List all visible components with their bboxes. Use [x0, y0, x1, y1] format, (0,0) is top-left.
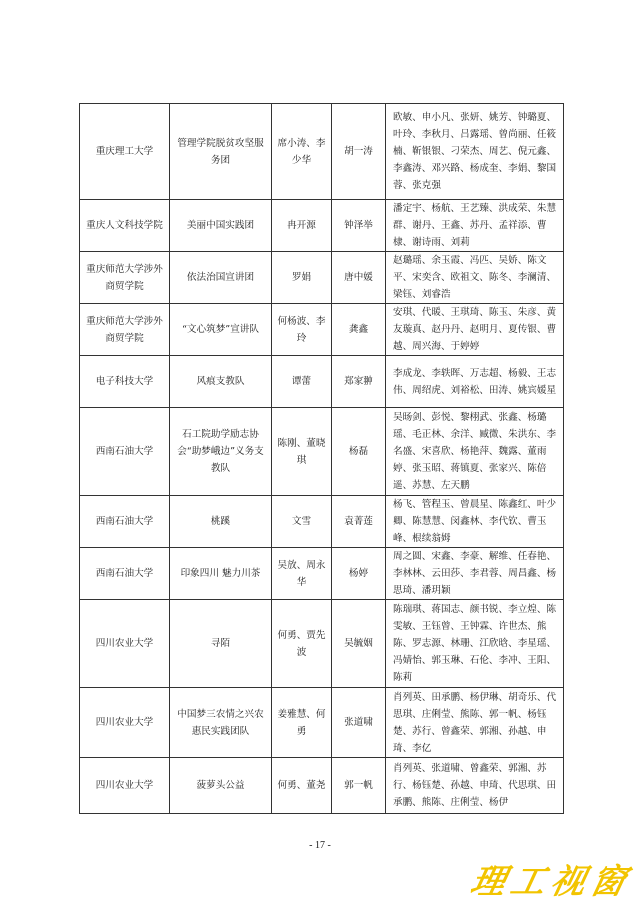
school-cell: 西南石油大学 — [80, 496, 170, 548]
table-row — [80, 600, 564, 688]
leader-cell: 郭一帆 — [332, 758, 386, 814]
volunteer-team-table — [79, 103, 564, 814]
leader-cell: 唐中媛 — [332, 252, 386, 304]
members-cell: 赵璐瑶、余玉霞、冯匹、吴娇、陈文平、宋奕含、欧祖文、陈冬、李澜清、梁钰、刘睿浩 — [386, 252, 564, 304]
table-row — [80, 356, 564, 408]
leader-cell: 郑家翀 — [332, 356, 386, 408]
members-cell: 安琪、代暖、王琪琦、陈玉、朱彦、黄友璇真、赵丹丹、赵明月、夏传银、曹越、周兴海、于婷婷 — [386, 304, 564, 356]
advisor-cell: 陈刚、董晓琪 — [272, 408, 332, 496]
team-cell: “文心筑梦”宣讲队 — [170, 304, 272, 356]
team-cell: 管理学院脱贫攻坚服务团 — [170, 104, 272, 200]
advisor-cell: 席小涛、李少华 — [272, 104, 332, 200]
school-cell: 重庆师范大学涉外商贸学院 — [80, 252, 170, 304]
leader-cell: 胡一涛 — [332, 104, 386, 200]
team-cell: 石工院助学励志协会“助梦峨边”义务支教队 — [170, 408, 272, 496]
team-cell: 中国梦三农情之兴农惠民实践团队 — [170, 688, 272, 758]
leader-cell: 龚鑫 — [332, 304, 386, 356]
school-cell: 四川农业大学 — [80, 600, 170, 688]
team-cell: 印象四川 魅力川茶 — [170, 548, 272, 600]
members-cell: 肖列英、田承鹏、杨伊琳、胡奇乐、代思琪、庄俐莹、熊陈、郭一帆、杨钰楚、苏行、曾鑫荣、郭湘、孙越、申琦、李亿 — [386, 688, 564, 758]
advisor-cell: 何杨波、李玲 — [272, 304, 332, 356]
members-cell: 吴旸剑、彭悦、黎栩武、张鑫、杨璐瑶、毛正林、余洋、臧微、朱洪东、李名盛、宋喜欣、杨艳萍、魏露、董雨婷、张玉昭、蒋镇夏、张家兴、陈倍遥、苏慧、左天鹏 — [386, 408, 564, 496]
advisor-cell: 罗娟 — [272, 252, 332, 304]
table-row — [80, 758, 564, 814]
watermark-logo: 理工视窗 — [467, 862, 636, 902]
members-cell: 杨飞、管程玉、曾晨星、陈鑫红、叶少卿、陈慧慧、闵鑫林、李代钦、曹玉峰、根续翁姆 — [386, 496, 564, 548]
school-cell: 四川农业大学 — [80, 688, 170, 758]
school-cell: 重庆人文科技学院 — [80, 200, 170, 252]
team-cell: 美丽中国实践团 — [170, 200, 272, 252]
members-cell: 陈瑞琪、蒋国志、颜书锐、李立煌、陈雯敏、王钰曾、王钟霖、许世杰、熊陈、罗志源、林珊、江欣晗、李星瑶、冯婧怡、郭玉琳、石伦、李冲、王阳、陈莉 — [386, 600, 564, 688]
table-row — [80, 688, 564, 758]
advisor-cell: 谭蕾 — [272, 356, 332, 408]
leader-cell: 杨磊 — [332, 408, 386, 496]
leader-cell: 钟泽举 — [332, 200, 386, 252]
members-cell: 周之圆、宋鑫、李豪、解维、任春艳、李林林、云田莎、李君蓉、周昌鑫、杨思琦、潘玥颖 — [386, 548, 564, 600]
members-cell: 肖列英、张道啸、曾鑫荣、郭湘、苏行、杨钰楚、孙越、申琦、代思琪、田承鹏、熊陈、庄俐莹、杨伊 — [386, 758, 564, 814]
table-row — [80, 408, 564, 496]
school-cell: 重庆师范大学涉外商贸学院 — [80, 304, 170, 356]
school-cell: 西南石油大学 — [80, 548, 170, 600]
table-row — [80, 252, 564, 304]
team-cell: 寻陌 — [170, 600, 272, 688]
advisor-cell: 姜雅慧、何勇 — [272, 688, 332, 758]
leader-cell: 袁菁莲 — [332, 496, 386, 548]
advisor-cell: 何勇、董尧 — [272, 758, 332, 814]
table-row — [80, 548, 564, 600]
team-cell: 桃蹊 — [170, 496, 272, 548]
members-cell: 欧敏、申小凡、张妍、姚芳、钟璐夏、叶玲、李秋月、吕露瑶、曾尚丽、任筱楠、靳银银、刁荣杰、周艺、倪元鑫、李鑫涛、邓兴路、杨成奎、李娟、黎国蓉、张克强 — [386, 104, 564, 200]
team-cell: 依法治国宣讲团 — [170, 252, 272, 304]
school-cell: 重庆理工大学 — [80, 104, 170, 200]
table-row — [80, 104, 564, 200]
leader-cell: 张道啸 — [332, 688, 386, 758]
leader-cell: 吴毓姻 — [332, 600, 386, 688]
advisor-cell: 文雪 — [272, 496, 332, 548]
advisor-cell: 何勇、贾先波 — [272, 600, 332, 688]
table-row — [80, 200, 564, 252]
school-cell: 西南石油大学 — [80, 408, 170, 496]
page-number: - 17 - — [309, 840, 331, 851]
school-cell: 四川农业大学 — [80, 758, 170, 814]
members-cell: 潘定宇、杨航、王艺臻、洪成荣、朱慧群、谢丹、王鑫、苏丹、孟祥添、曹棣、谢诗雨、刘莉 — [386, 200, 564, 252]
table-row — [80, 496, 564, 548]
team-cell: 菠萝头公益 — [170, 758, 272, 814]
members-cell: 李成龙、李轶晖、万志超、杨毅、王志伟、周绍虎、刘裕松、田涛、姚宾媛星 — [386, 356, 564, 408]
advisor-cell: 吴放、周永华 — [272, 548, 332, 600]
team-cell: 风痕支教队 — [170, 356, 272, 408]
table-row — [80, 304, 564, 356]
leader-cell: 杨婷 — [332, 548, 386, 600]
advisor-cell: 冉开源 — [272, 200, 332, 252]
school-cell: 电子科技大学 — [80, 356, 170, 408]
